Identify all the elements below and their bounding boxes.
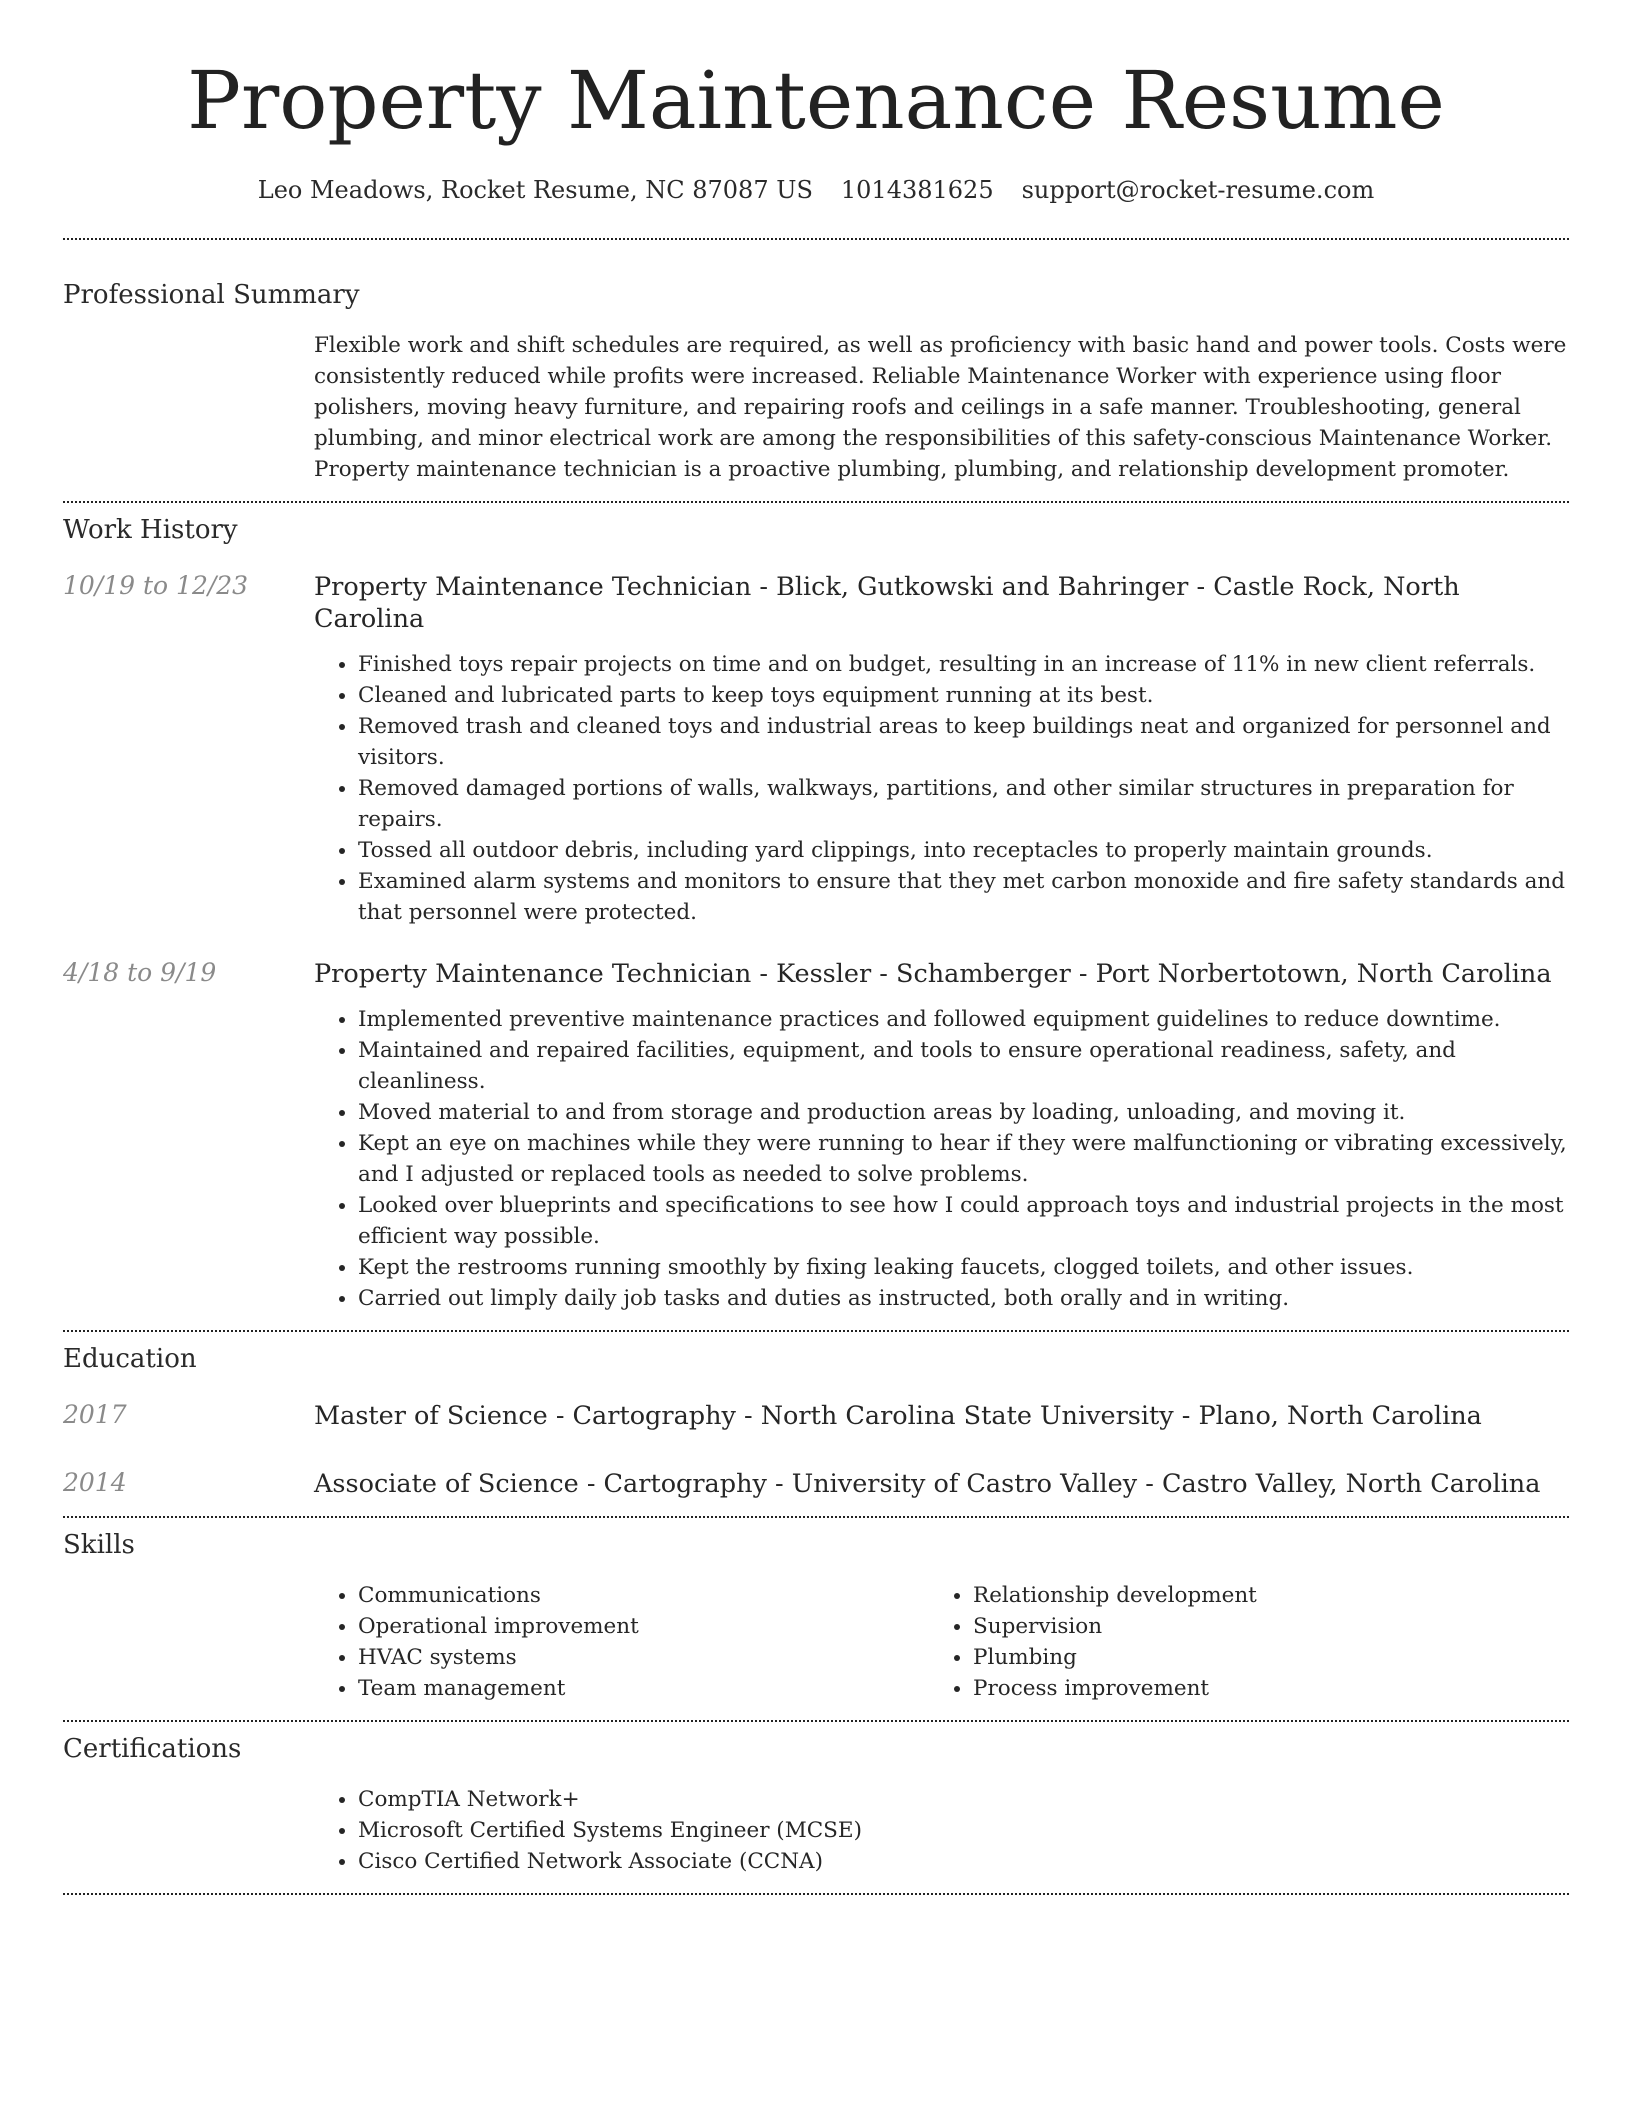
list-item: • Plumbing [973, 1642, 1544, 1673]
summary-section [63, 240, 1569, 485]
list-item: • Examined alarm systems and monitors to ensure that they met carbon monoxide and fire safety standards and that personnel were protected. [358, 866, 1569, 928]
skills-list-left [314, 1580, 929, 1704]
summary-text: Flexible work and shift schedules are required, as well as proficiency with basic hand and power tools. Costs were consistently reduced while profits were increased. Reliable Maintenance Worker with experience using floor polishers, moving heavy furniture, and repairing roofs and ceilings in a safe manner. Troubleshooting, general plumbing, and minor electrical work are among the responsibilities of this safety-conscious Maintenance Worker. Property maintenance technician is a proactive plumbing, plumbing, and relationship development promoter. [314, 333, 1567, 482]
job-title: Property Maintenance Technician - Blick, Gutkowski and Bahringer - Castle Rock, North Carolina [314, 572, 1460, 634]
job-dates: 10/19 to 12/23 [63, 571, 249, 600]
education-year: 2017 [63, 1400, 127, 1429]
list-item: • Process improvement [973, 1673, 1544, 1704]
list-item: • Communications [358, 1580, 929, 1611]
section-heading: Education [63, 1344, 197, 1374]
education-section [63, 1332, 1569, 1500]
list-item: • Removed trash and cleaned toys and industrial areas to keep buildings neat and organized for personnel and visitors. [358, 711, 1569, 773]
education-year: 2014 [63, 1468, 127, 1497]
list-item: • Implemented preventive maintenance practices and followed equipment guidelines to reduce downtime. [358, 1004, 1569, 1035]
list-item: • Looked over blueprints and specifications to see how I could approach toys and industrial projects in the most efficient way possible. [358, 1190, 1569, 1252]
page-title: Property Maintenance Resume [187, 54, 1445, 147]
contact-line [63, 176, 1569, 204]
divider [63, 1893, 1569, 1895]
section-heading: Skills [63, 1530, 135, 1560]
work-section [63, 503, 1569, 1314]
list-item: • Kept an eye on machines while they were running to hear if they were malfunctioning or vibrating excessively, and I adjusted or replaced tools as needed to solve problems. [358, 1128, 1569, 1190]
list-item: • Cleaned and lubricated parts to keep toys equipment running at its best. [358, 680, 1569, 711]
list-item: • HVAC systems [358, 1642, 929, 1673]
list-item: • Relationship development [973, 1580, 1544, 1611]
skills-list-right [929, 1580, 1544, 1704]
education-entry [63, 1468, 1569, 1500]
list-item: • Microsoft Certified Systems Engineer (MCSE) [358, 1815, 1569, 1846]
list-item: • Carried out limply daily job tasks and duties as instructed, both orally and in writing. [358, 1283, 1569, 1314]
job-bullets [314, 649, 1569, 928]
list-item: • Removed damaged portions of walls, walkways, partitions, and other similar structures in preparation for repairs. [358, 773, 1569, 835]
contact-email: support@rocket-resume.com [1021, 176, 1375, 204]
job-entry [63, 571, 1569, 928]
skills-section [63, 1518, 1569, 1704]
education-title: Master of Science - Cartography - North Carolina State University - Plano, North Carolina [314, 1401, 1482, 1431]
job-dates: 4/18 to 9/19 [63, 958, 217, 987]
list-item: • Kept the restrooms running smoothly by fixing leaking faucets, clogged toilets, and other issues. [358, 1252, 1569, 1283]
list-item: • CompTIA Network+ [358, 1784, 1569, 1815]
certifications-list [314, 1784, 1569, 1877]
list-item: • Cisco Certified Network Associate (CCNA) [358, 1846, 1569, 1877]
list-item: • Supervision [973, 1611, 1544, 1642]
list-item: • Finished toys repair projects on time and on budget, resulting in an increase of 11% in new client referrals. [358, 649, 1569, 680]
job-bullets [314, 1004, 1569, 1314]
job-title: Property Maintenance Technician - Kessler - Schamberger - Port Norbertotown, North Carolina [314, 959, 1552, 989]
list-item: • Operational improvement [358, 1611, 929, 1642]
list-item: • Moved material to and from storage and production areas by loading, unloading, and moving it. [358, 1097, 1569, 1128]
certifications-section [63, 1722, 1569, 1877]
list-item: • Team management [358, 1673, 929, 1704]
education-title: Associate of Science - Cartography - University of Castro Valley - Castro Valley, North Carolina [314, 1469, 1541, 1499]
contact-address: Leo Meadows, Rocket Resume, NC 87087 US [257, 176, 813, 204]
section-heading: Professional Summary [63, 280, 360, 310]
list-item: • Tossed all outdoor debris, including yard clippings, into receptacles to properly maintain grounds. [358, 835, 1569, 866]
list-item: • Maintained and repaired facilities, equipment, and tools to ensure operational readiness, safety, and cleanliness. [358, 1035, 1569, 1097]
section-heading: Certifications [63, 1734, 242, 1764]
education-entry [63, 1400, 1569, 1432]
contact-phone: 1014381625 [840, 176, 994, 204]
job-entry [63, 958, 1569, 1314]
section-heading: Work History [63, 515, 238, 545]
